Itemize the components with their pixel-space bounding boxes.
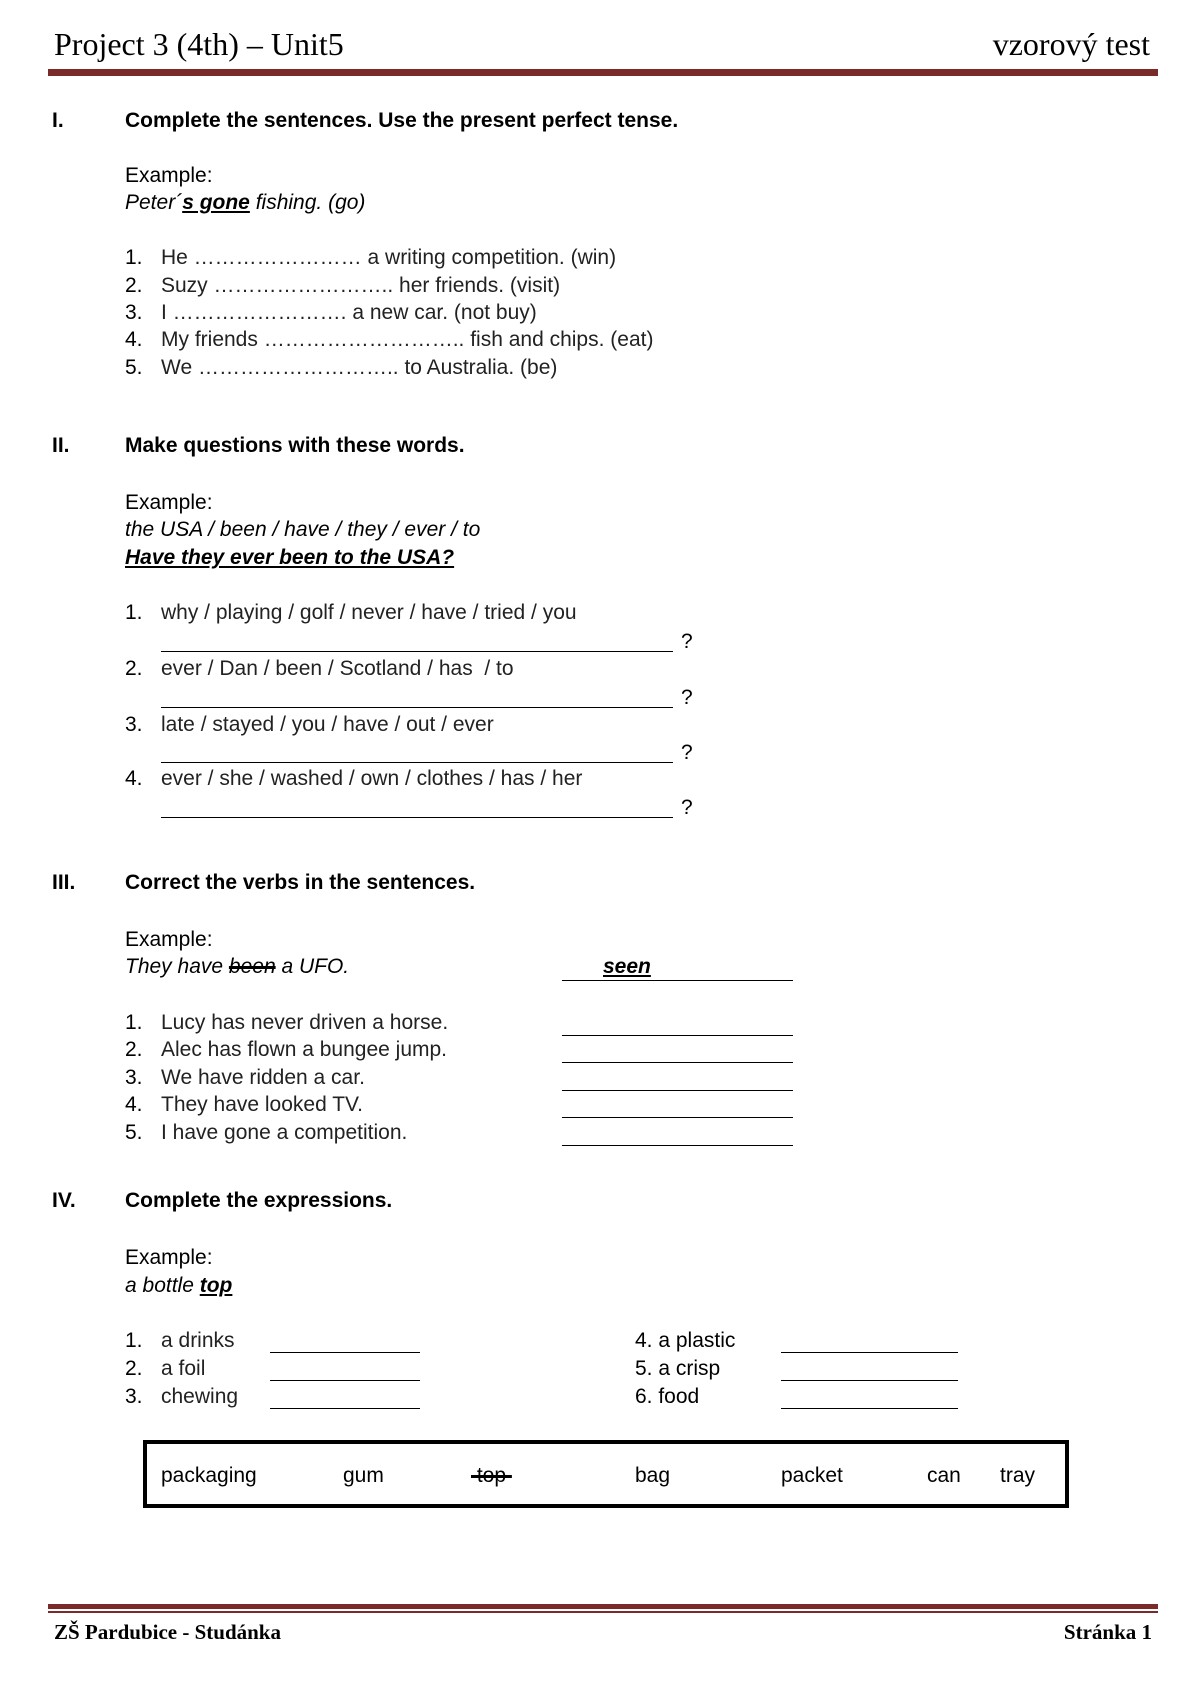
question-mark: ? [681,741,693,764]
answer-line[interactable] [562,1117,793,1118]
exercise-item: Alec has flown a bungee jump. [161,1038,448,1061]
answer-line[interactable] [562,1145,793,1146]
item-number: 2. [125,1038,143,1061]
exercise-item: a drinks [161,1329,235,1352]
word-box-word: tray [1000,1464,1036,1487]
section-2-example-answer: Have they ever been to the USA? [125,546,455,569]
item-number: 2. [125,274,143,297]
item-number: 1. [125,1011,143,1034]
example-text: a UFO. [275,955,350,978]
item-number: 5. [125,1121,143,1144]
item-number: 2. [125,657,143,680]
example-text: fishing. (go) [249,191,366,214]
section-4-number: IV. [52,1189,76,1212]
exercise-item: I have gone a competition. [161,1121,408,1144]
item-number: 3. [125,301,143,324]
footer-school: ZŠ Pardubice - Studánka [54,1620,281,1644]
exercise-item: Suzy …………………….. her friends. (visit) [161,274,561,297]
item-number: 3. [125,1066,143,1089]
section-3-number: III. [52,871,76,894]
item-number: 1. [125,246,143,269]
footer-page-number: Stránka 1 [1063,1620,1152,1644]
exercise-item: I ……………………. a new car. (not buy) [161,301,537,324]
example-text: Peter´ [125,191,183,214]
exercise-item: ever / Dan / been / Scotland / has / to [161,657,514,680]
item-number: 4. [125,328,143,351]
exercise-item: late / stayed / you / have / out / ever [161,713,494,736]
answer-line[interactable] [562,1090,793,1091]
item-number: 1. [125,601,143,624]
exercise-item: We ……………………….. to Australia. (be) [161,356,558,379]
footer-rule-thin [48,1611,1158,1613]
answer-line[interactable] [781,1380,958,1381]
document-title: Project 3 (4th) – Unit5 [54,26,344,62]
section-2-example-label: Example: [125,491,213,514]
word-box-word: packet [781,1464,843,1487]
header-rule [48,69,1158,76]
section-1-example [125,191,365,215]
answer-line[interactable] [781,1408,958,1409]
exercise-item: They have looked TV. [161,1093,363,1116]
exercise-item: 5. a crisp [635,1357,721,1380]
section-3-title: Correct the verbs in the sentences. [125,871,476,894]
example-answer: top [199,1274,233,1297]
answer-line[interactable] [270,1408,420,1409]
exercise-item: why / playing / golf / never / have / tried / you [161,601,577,624]
item-number: 3. [125,713,143,736]
exercise-item: a foil [161,1357,206,1380]
section-3-example-label: Example: [125,928,213,951]
exercise-item: 4. a plastic [635,1329,736,1352]
example-text: a bottle [125,1274,200,1297]
section-4-example-label: Example: [125,1246,213,1269]
question-mark: ? [681,630,693,653]
answer-line[interactable] [270,1380,420,1381]
section-2-title: Make questions with these words. [125,434,465,457]
item-number: 1. [125,1329,143,1352]
answer-line[interactable] [161,651,673,652]
word-box-word: gum [343,1464,384,1487]
exercise-item: We have ridden a car. [161,1066,365,1089]
item-number: 4. [125,1093,143,1116]
answer-line[interactable] [781,1352,958,1353]
exercise-item: Lucy has never driven a horse. [161,1011,449,1034]
section-1-example-label: Example: [125,164,213,187]
section-1-title: Complete the sentences. Use the present perfect tense. [125,109,679,132]
section-4-example [125,1274,232,1298]
exercise-item: My friends ……………………….. fish and chips. (eat) [161,328,654,351]
item-number: 5. [125,356,143,379]
exercise-item: 6. food [635,1385,700,1408]
struck-word: been [228,955,276,978]
question-mark: ? [681,686,693,709]
exercise-item: He …………………… a writing competition. (win) [161,246,617,269]
word-box-word: can [927,1464,961,1487]
exercise-item: ever / she / washed / own / clothes / has / her [161,767,583,790]
item-number: 2. [125,1357,143,1380]
word-box-word: packaging [161,1464,257,1487]
section-4-title: Complete the expressions. [125,1189,393,1212]
section-3-example [125,955,349,979]
word-box-word-struck: top [471,1464,512,1487]
item-number: 4. [125,767,143,790]
answer-line[interactable] [270,1352,420,1353]
section-2-number: II. [52,434,70,457]
example-answer: s gone [182,191,250,214]
document-subtitle: vzorový test [992,26,1150,62]
section-2-example-words: the USA / been / have / they / ever / to [125,518,481,541]
answer-line[interactable] [161,707,673,708]
example-answer: seen [603,955,651,978]
example-text: They have [125,955,229,978]
item-number: 3. [125,1385,143,1408]
answer-line [562,980,793,981]
section-1-number: I. [52,109,64,132]
answer-line[interactable] [562,1035,793,1036]
exercise-item: chewing [161,1385,239,1408]
footer-rule [48,1604,1158,1609]
question-mark: ? [681,796,693,819]
word-box-word: bag [635,1464,671,1487]
answer-line[interactable] [562,1062,793,1063]
answer-line[interactable] [161,762,673,763]
answer-line[interactable] [161,817,673,818]
